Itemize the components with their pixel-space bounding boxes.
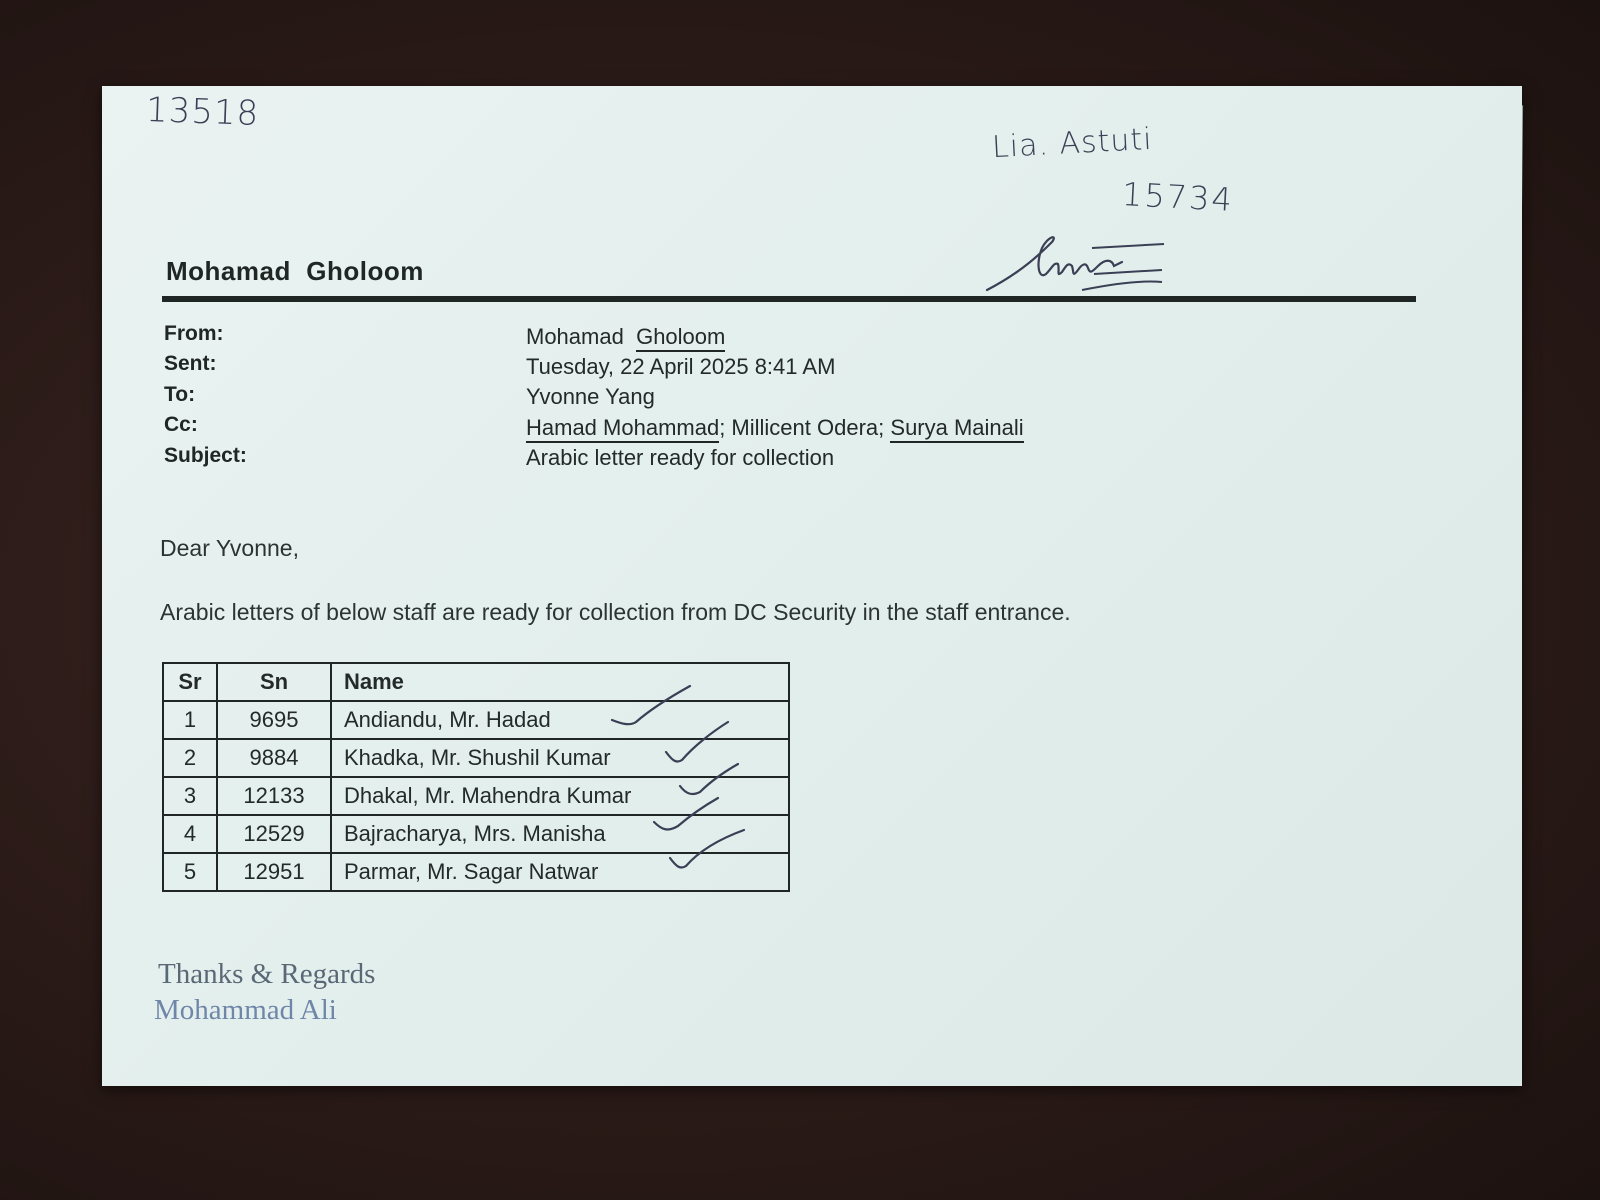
printed-email-sheet [102, 86, 1522, 1086]
cc-label: Cc: [164, 413, 198, 436]
header-sn: Sn [217, 663, 331, 701]
cc-recipient-2: Millicent Odera; [725, 415, 885, 440]
subject-value: Arabic letter ready for collection [526, 445, 835, 470]
subject-label: Subject: [164, 444, 247, 467]
handwritten-number-left: 13518 [145, 90, 260, 134]
to-value: Yvonne Yang [526, 384, 655, 409]
cell-sr: 5 [163, 853, 217, 891]
header-sr: Sr [163, 663, 217, 701]
sent-label: Sent: [164, 352, 217, 375]
cell-sn: 12529 [217, 815, 331, 853]
from-first-name: Mohamad [526, 324, 624, 349]
cell-name: Andiandu, Mr. Hadad [331, 701, 789, 739]
header-rule [162, 296, 1416, 302]
from-value [526, 324, 725, 350]
cc-value [526, 415, 1024, 441]
cell-sn: 9884 [217, 739, 331, 777]
handwritten-name: Lia. Astuti [991, 121, 1154, 166]
cell-sn: 12133 [217, 777, 331, 815]
cc-recipient-3: Surya Mainali [890, 415, 1023, 443]
to-label: To: [164, 383, 196, 406]
cc-recipient-1: Hamad Mohammad [526, 415, 719, 443]
closing-text: Thanks & Regards [158, 958, 376, 990]
cell-sr: 2 [163, 739, 217, 777]
cell-sr: 3 [163, 777, 217, 815]
email-header-name: Mohamad Gholoom [166, 256, 424, 286]
body-text: Arabic letters of below staff are ready for collection from DC Security in the staff entrance. [160, 599, 1071, 625]
handwritten-signature [982, 222, 1182, 302]
signer-name: Mohammad Ali [154, 994, 337, 1026]
cell-name: Khadka, Mr. Shushil Kumar [331, 739, 789, 777]
header-name: Name [331, 663, 789, 701]
handwritten-checkmarks [582, 682, 842, 902]
cell-name: Bajracharya, Mrs. Manisha [331, 815, 789, 853]
sent-value: Tuesday, 22 April 2025 8:41 AM [526, 354, 836, 379]
cell-name: Dhakal, Mr. Mahendra Kumar [331, 777, 789, 815]
cell-sr: 1 [163, 701, 217, 739]
cell-sr: 4 [163, 815, 217, 853]
from-last-name: Gholoom [636, 324, 725, 352]
cell-sn: 12951 [217, 853, 331, 891]
greeting: Dear Yvonne, [160, 535, 299, 561]
handwritten-number-right: 15734 [1121, 175, 1235, 219]
cell-name: Parmar, Mr. Sagar Natwar [331, 853, 789, 891]
from-label: From: [164, 322, 224, 345]
cell-sn: 9695 [217, 701, 331, 739]
cc-separator: ; [719, 415, 726, 440]
